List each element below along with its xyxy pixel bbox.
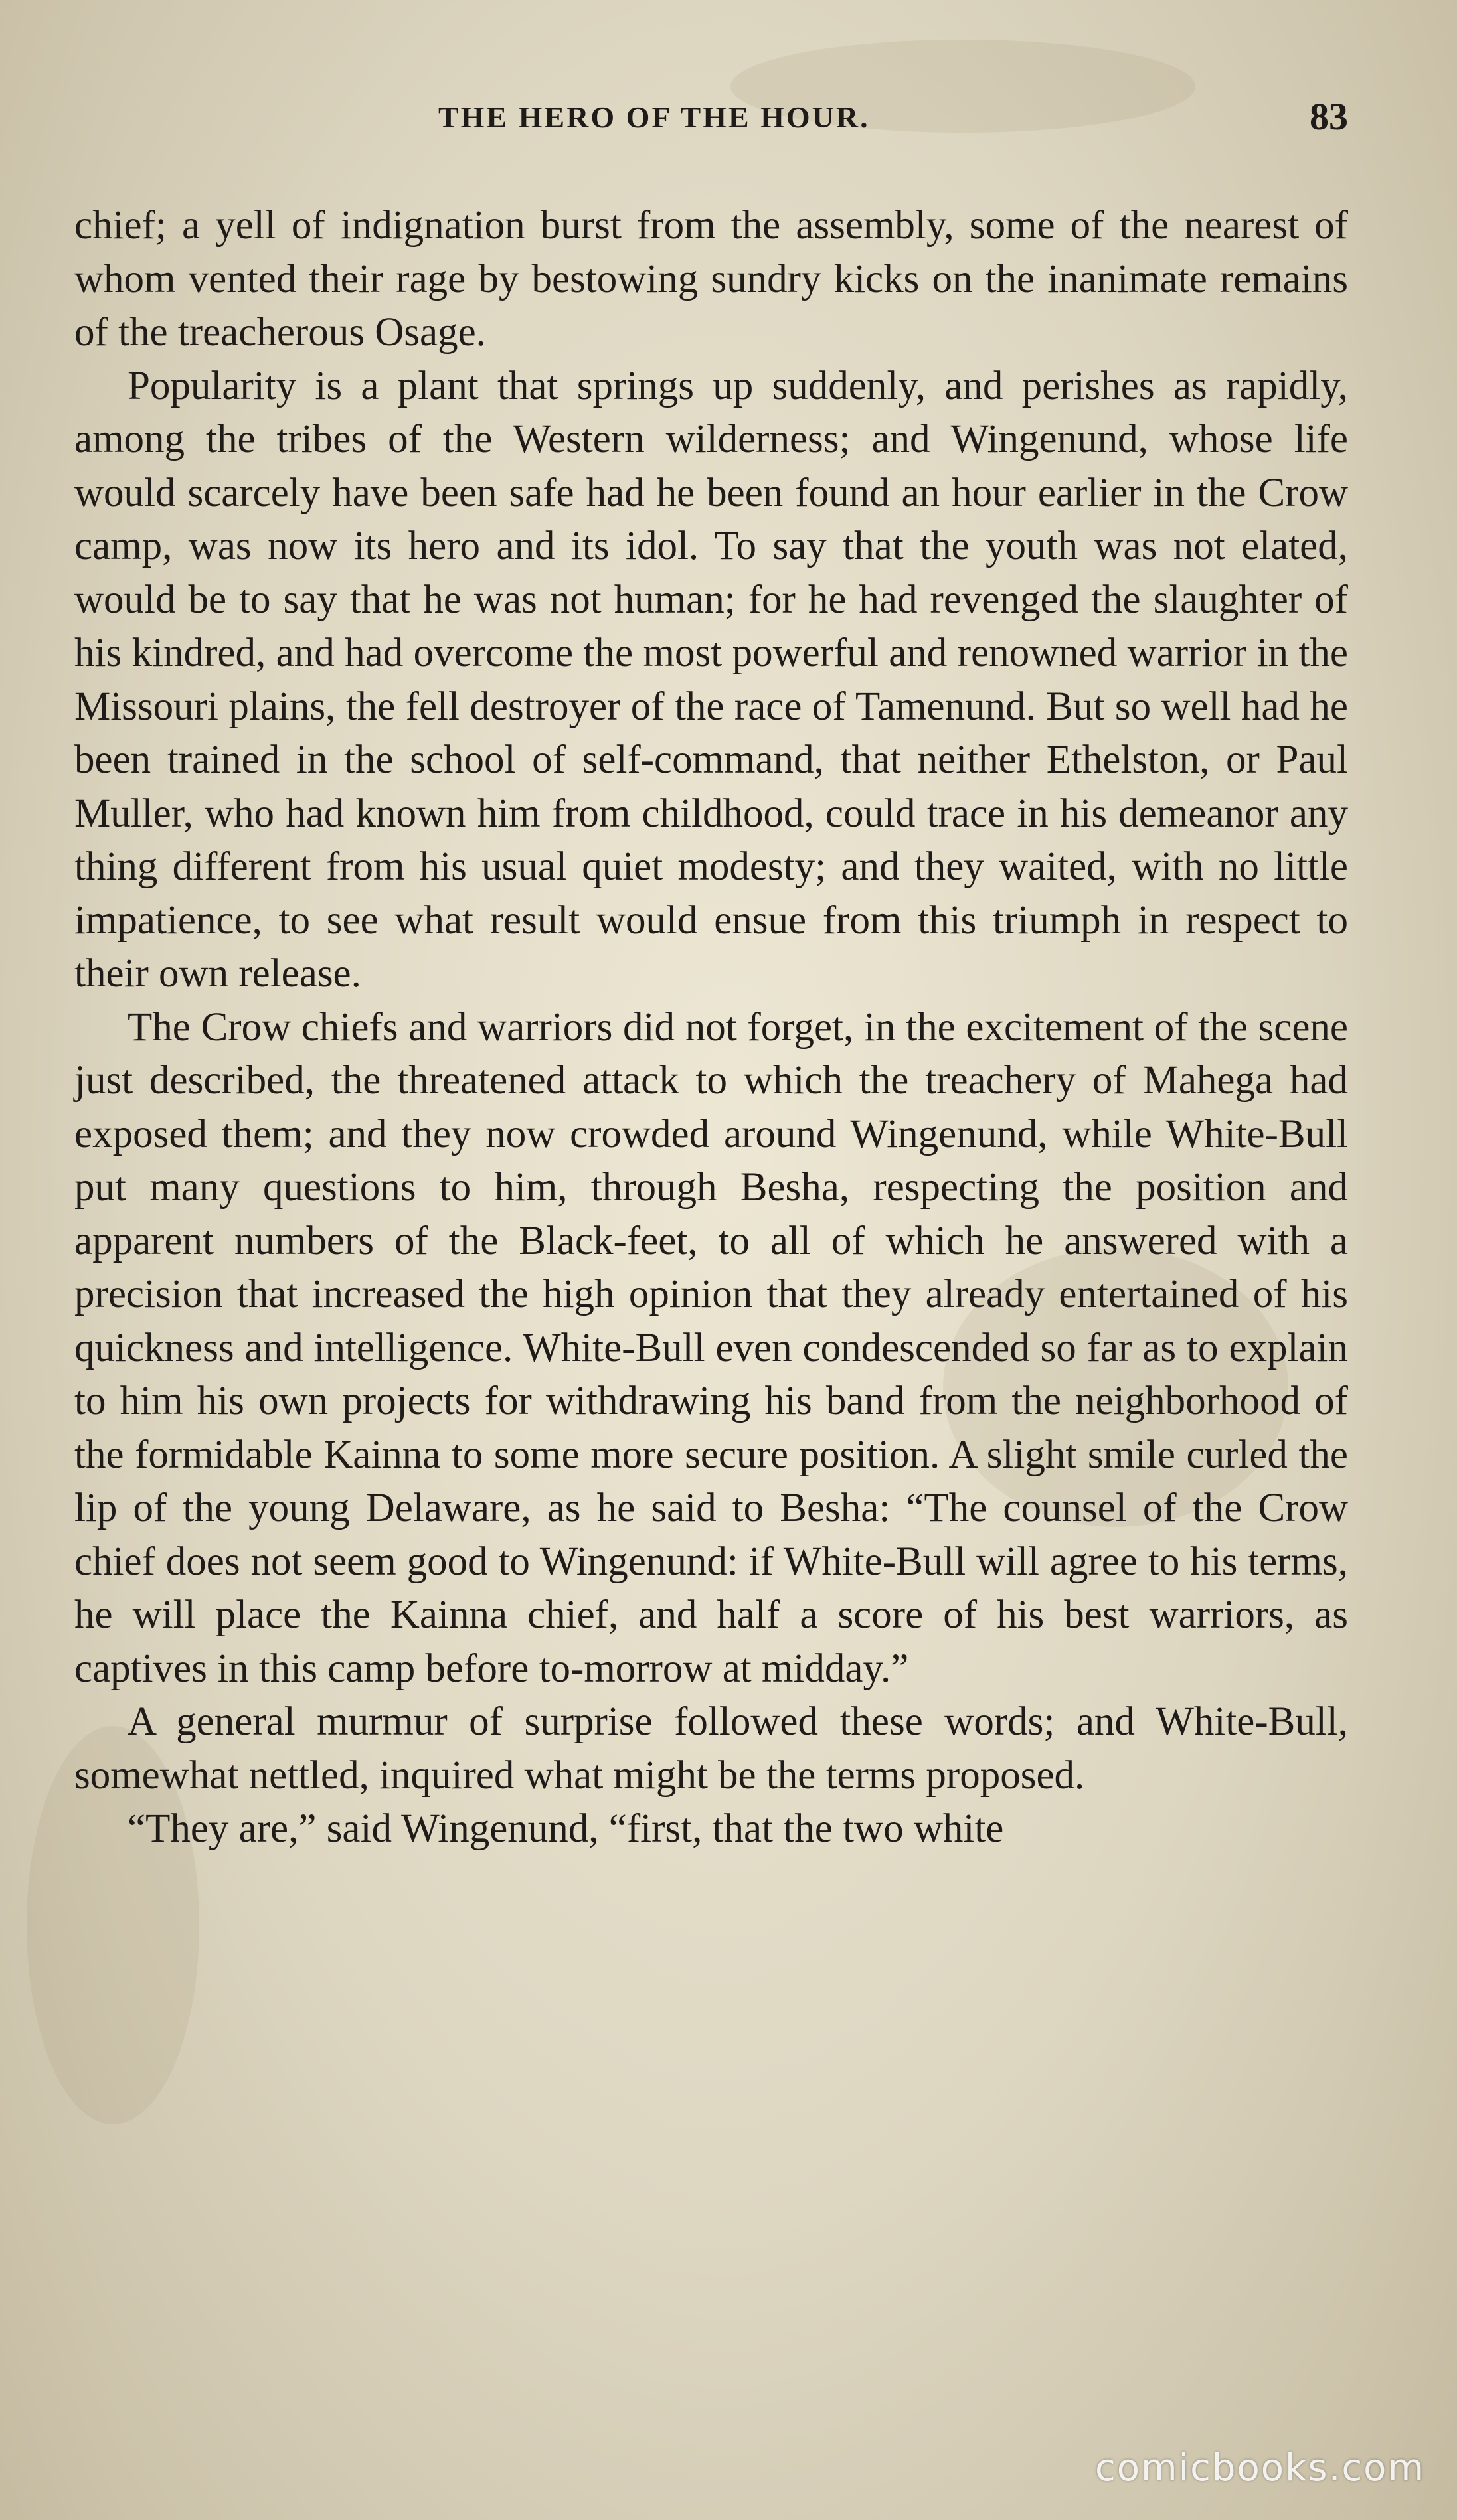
paragraph: Popularity is a plant that springs up suddenly, and perishes as rapidly, among the tribes of the Western wilderness; and Wingenund, whose life would scarcely have been safe had he been found an hour earlier in the Crow camp, was now its hero and its idol. To say that the youth was not elated, would be to say that he was not human; for he had revenged the slaughter of his kindred, and had overcome the most powerful and renowned warrior in the Missouri plains, the fell destroyer of the race of Tamenund. But so well had he been trained in the school of self-command, that neither Ethelston, or Paul Muller, who had known him from childhood, could trace in his demeanor any thing different from his usual quiet modesty; and they waited, with no little impatience, to see what result would ensue from this triumph in respect to their own release.: [74, 363, 1348, 996]
paragraph: “They are,” said Wingenund, “first, that the two white: [128, 1806, 1004, 1851]
page-number: 83: [1310, 95, 1348, 138]
paragraph: chief; a yell of indignation burst from the assembly, some of the nearest of whom vented their rage by bestowing sundry kicks on the inanimate remains of the treacherous Osage.: [74, 203, 1348, 354]
paragraph: The Crow chiefs and warriors did not forget, in the excitement of the scene just described, the threatened attack to which the treachery of Mahega had exposed them; and they now crowded around Wingenund, while White-Bull put many questions to him, through Besha, respecting the position and apparent numbers of the Black-feet, to all of which he answered with a precision that increased the high opinion that they already entertained of his quickness and intelligence. White-Bull even condescended so far as to explain to him his own projects for withdrawing his band from the neighborhood of the formidable Kainna to some more secure position. A slight smile curled the lip of the young Delaware, as he said to Besha: “The counsel of the Crow chief does not seem good to Wingenund: if White-Bull will agree to his terms, he will place the Kainna chief, and half a score of his best warriors, as captives in this camp before to-morrow at midday.”: [74, 1004, 1348, 1691]
page-header: [73, 95, 1348, 146]
watermark: comicbooks.com: [1094, 2446, 1425, 2489]
running-head: THE HERO OF THE HOUR.: [438, 100, 870, 134]
page-body: [74, 199, 1348, 1856]
paragraph: A general murmur of surprise followed these words; and White-Bull, somewhat nettled, inquired what might be the terms proposed.: [74, 1699, 1348, 1798]
